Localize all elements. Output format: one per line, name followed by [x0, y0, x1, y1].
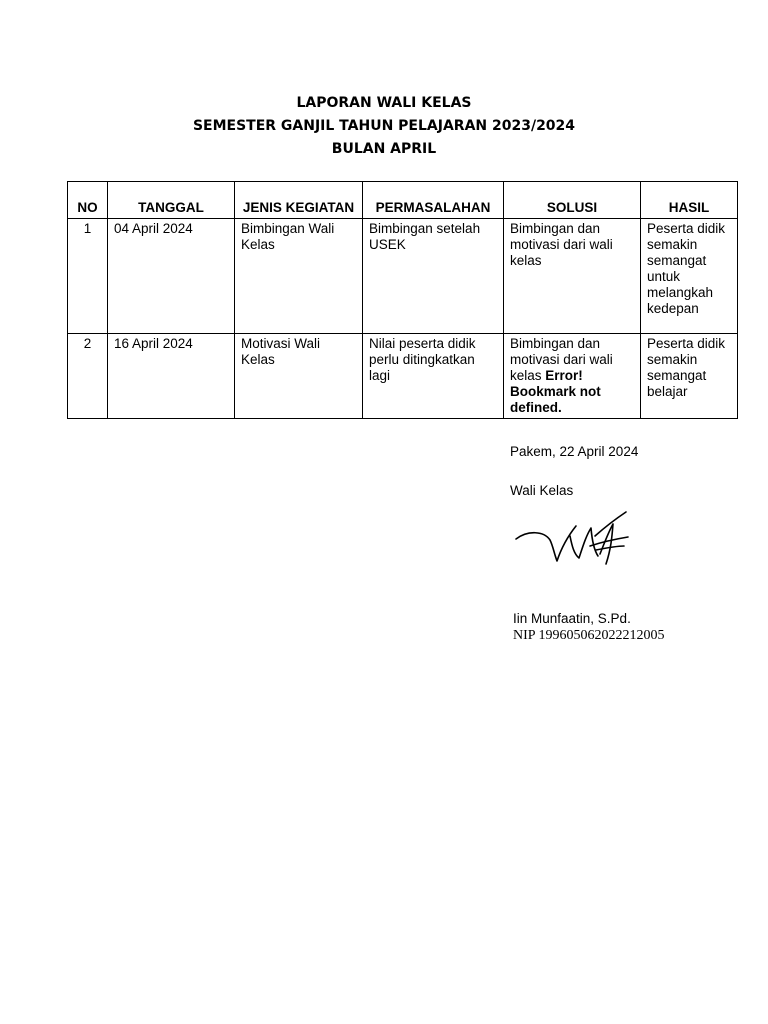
title-line-1: LAPORAN WALI KELAS	[296, 95, 472, 111]
table-row	[68, 334, 738, 419]
cell-tanggal: 16 April 2024	[108, 334, 235, 419]
table-header-row	[68, 182, 738, 219]
cell-solusi	[504, 219, 641, 334]
cell-permasalahan: Nilai peserta didik perlu ditingkatkan lagi	[363, 334, 504, 419]
title-line-2: SEMESTER GANJIL TAHUN PELAJARAN 2023/2024	[192, 118, 576, 134]
table-row	[68, 219, 738, 334]
title-line-3: BULAN APRIL	[331, 141, 437, 157]
signer-role: Wali Kelas	[510, 483, 574, 498]
cell-jenis-kegiatan: Motivasi Wali Kelas	[235, 334, 363, 419]
header-solusi: SOLUSI	[504, 182, 641, 219]
solusi-text: Bimbingan dan motivasi dari wali kelas	[510, 336, 613, 383]
cell-hasil: Peserta didik semakin semangat belajar	[641, 334, 738, 419]
signer-name: Iin Munfaatin, S.Pd.	[513, 611, 631, 626]
report-table	[67, 181, 738, 419]
header-permasalahan: PERMASALAHAN	[363, 182, 504, 219]
cell-tanggal: 04 April 2024	[108, 219, 235, 334]
handwritten-signature	[512, 506, 637, 568]
cell-solusi	[504, 334, 641, 419]
cell-no: 2	[68, 334, 108, 419]
bookmark-error-text: Error! Bookmark not defined.	[510, 368, 601, 415]
cell-no: 1	[68, 219, 108, 334]
cell-permasalahan: Bimbingan setelah USEK	[363, 219, 504, 334]
header-hasil: HASIL	[641, 182, 738, 219]
cell-jenis-kegiatan: Bimbingan Wali Kelas	[235, 219, 363, 334]
header-no: NO	[68, 182, 108, 219]
solusi-text: Bimbingan dan motivasi dari wali kelas	[510, 221, 613, 268]
header-jenis-kegiatan: JENIS KEGIATAN	[235, 182, 363, 219]
document-title	[0, 92, 768, 161]
signer-nip: NIP 199605062022212005	[513, 628, 665, 643]
place-date: Pakem, 22 April 2024	[510, 444, 639, 459]
cell-hasil: Peserta didik semakin semangat untuk melangkah kedepan	[641, 219, 738, 334]
header-tanggal: TANGGAL	[108, 182, 235, 219]
